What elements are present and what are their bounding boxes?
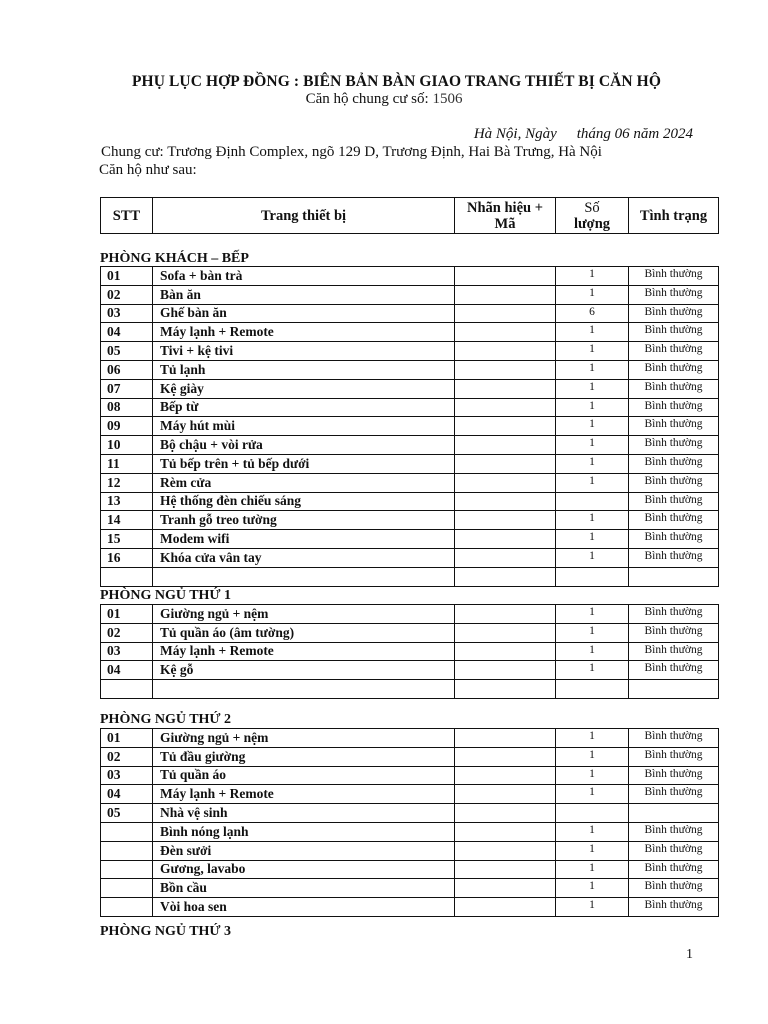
section-title: PHÒNG NGỦ THỨ 1 [100,588,232,603]
column-header-qty-line2: lượng [573,215,611,232]
row-brand [455,642,556,661]
row-brand [455,323,556,342]
row-stt: 09 [101,417,153,436]
row-stt: 04 [101,323,153,342]
apartment-label: Căn hộ chung cư số: [305,91,429,107]
row-brand [455,879,556,898]
row-stt: 07 [101,379,153,398]
column-header-brand-line2: Mã [494,215,516,232]
row-stt: 10 [101,436,153,455]
table-row [101,417,719,436]
table-row [101,360,719,379]
row-quantity: 1 [556,605,629,624]
row-item-name [153,567,455,586]
table-row [101,530,719,549]
row-brand [455,398,556,417]
row-brand [455,511,556,530]
row-stt: 02 [101,623,153,642]
row-status: Bình thường [629,436,719,455]
table-row [101,680,719,699]
row-item-name: Tủ quần áo (âm tường) [153,623,455,642]
row-brand [455,379,556,398]
row-item-name [153,680,455,699]
row-quantity: 1 [556,766,629,785]
row-status: Bình thường [629,898,719,917]
row-stt: 05 [101,342,153,361]
row-quantity: 1 [556,454,629,473]
row-brand [455,605,556,624]
row-stt: 04 [101,661,153,680]
row-stt: 11 [101,454,153,473]
row-item-name: Giường ngủ + nệm [153,729,455,748]
row-quantity: 1 [556,898,629,917]
row-brand [455,267,556,286]
column-header-brand-line1: Nhãn hiệu + [467,199,543,216]
row-status: Bình thường [629,398,719,417]
row-status: Bình thường [629,267,719,286]
row-item-name: Giường ngủ + nệm [153,605,455,624]
table-row [101,492,719,511]
table-row [101,511,719,530]
row-quantity [556,567,629,586]
row-item-name: Rèm cửa [153,473,455,492]
row-stt [101,567,153,586]
row-brand [455,680,556,699]
table-row [101,785,719,804]
table-row [101,267,719,286]
row-brand [455,530,556,549]
row-item-name: Modem wifi [153,530,455,549]
row-status: Bình thường [629,785,719,804]
row-status: Bình thường [629,879,719,898]
section-title: PHÒNG KHÁCH – BẾP [100,251,249,266]
equipment-table [100,266,719,587]
row-status: Bình thường [629,530,719,549]
table-row [101,379,719,398]
row-status: Bình thường [629,860,719,879]
table-row [101,567,719,586]
row-item-name: Tivi + kệ tivi [153,342,455,361]
row-quantity: 1 [556,473,629,492]
row-status: Bình thường [629,822,719,841]
row-item-name: Bồn cầu [153,879,455,898]
row-status: Bình thường [629,492,719,511]
row-brand [455,766,556,785]
row-status: Bình thường [629,473,719,492]
column-header-status: Tình trạng [629,198,719,234]
row-status: Bình thường [629,661,719,680]
row-quantity [556,680,629,699]
table-row [101,860,719,879]
row-quantity: 1 [556,285,629,304]
row-quantity: 1 [556,785,629,804]
row-quantity: 1 [556,267,629,286]
row-brand [455,417,556,436]
row-stt: 16 [101,548,153,567]
row-item-name: Bếp từ [153,398,455,417]
row-quantity [556,804,629,823]
row-status: Bình thường [629,841,719,860]
row-stt [101,898,153,917]
date-line [474,126,693,143]
row-stt [101,841,153,860]
table-row [101,661,719,680]
date-prefix: Hà Nội, Ngày [473,126,557,142]
row-stt: 03 [101,766,153,785]
table-row [101,454,719,473]
row-stt: 15 [101,530,153,549]
row-brand [455,898,556,917]
column-header-qty [556,198,629,234]
document-title: PHỤ LỤC HỢP ĐỒNG : BIÊN BẢN BÀN GIAO TRANG THIẾT BỊ CĂN HỘ [131,73,661,90]
row-item-name: Nhà vệ sinh [153,804,455,823]
table-row [101,747,719,766]
row-brand [455,436,556,455]
row-status: Bình thường [629,642,719,661]
row-status: Bình thường [629,285,719,304]
row-status [629,804,719,823]
table-row [101,804,719,823]
table-row [101,879,719,898]
row-brand [455,822,556,841]
row-brand [455,548,556,567]
row-status: Bình thường [629,417,719,436]
row-stt: 02 [101,285,153,304]
row-quantity [556,492,629,511]
row-status: Bình thường [629,747,719,766]
row-item-name: Khóa cửa vân tay [153,548,455,567]
table-row [101,473,719,492]
row-status [629,680,719,699]
row-item-name: Tủ bếp trên + tủ bếp dưới [153,454,455,473]
table-row [101,822,719,841]
page-number: 1 [686,947,693,962]
row-item-name: Đèn sưởi [153,841,455,860]
row-status: Bình thường [629,360,719,379]
building-address: Chung cư: Trương Định Complex, ngõ 129 D, Trương Định, Hai Bà Trưng, Hà Nội [101,144,602,160]
row-stt: 03 [101,642,153,661]
row-stt: 12 [101,473,153,492]
row-quantity: 1 [556,747,629,766]
column-header-qty-line1: Số [584,199,600,216]
column-header-table [100,197,719,234]
row-stt [101,680,153,699]
row-item-name: Tủ đầu giường [153,747,455,766]
row-quantity: 6 [556,304,629,323]
row-item-name: Sofa + bàn trà [153,267,455,286]
row-stt: 05 [101,804,153,823]
row-item-name: Bàn ăn [153,285,455,304]
row-brand [455,623,556,642]
row-item-name: Bộ chậu + vòi rửa [153,436,455,455]
row-brand [455,661,556,680]
intro-text: Căn hộ như sau: [99,162,197,178]
table-row [101,323,719,342]
row-quantity: 1 [556,879,629,898]
row-quantity: 1 [556,379,629,398]
apartment-line [0,91,768,108]
row-status: Bình thường [629,605,719,624]
row-quantity: 1 [556,360,629,379]
row-brand [455,804,556,823]
table-row [101,398,719,417]
row-status: Bình thường [629,304,719,323]
row-item-name: Kệ gỗ [153,661,455,680]
row-status: Bình thường [629,342,719,361]
equipment-table [100,604,719,699]
row-brand [455,360,556,379]
table-row [101,841,719,860]
row-item-name: Máy hút mùi [153,417,455,436]
column-header-item: Trang thiết bị [153,198,455,234]
row-quantity: 1 [556,436,629,455]
row-brand [455,454,556,473]
row-item-name: Bình nóng lạnh [153,822,455,841]
row-status: Bình thường [629,511,719,530]
row-item-name: Gương, lavabo [153,860,455,879]
row-item-name: Vòi hoa sen [153,898,455,917]
row-status: Bình thường [629,379,719,398]
row-status: Bình thường [629,323,719,342]
row-stt: 04 [101,785,153,804]
row-item-name: Tranh gỗ treo tường [153,511,455,530]
row-brand [455,785,556,804]
row-stt: 14 [101,511,153,530]
row-stt: 01 [101,605,153,624]
row-brand [455,860,556,879]
row-quantity: 1 [556,860,629,879]
row-status: Bình thường [629,766,719,785]
table-row [101,898,719,917]
row-brand [455,304,556,323]
row-quantity: 1 [556,511,629,530]
table-row [101,342,719,361]
table-row [101,304,719,323]
row-brand [455,567,556,586]
row-quantity: 1 [556,323,629,342]
equipment-table [100,728,719,917]
row-stt [101,879,153,898]
row-stt: 08 [101,398,153,417]
table-row [101,548,719,567]
table-row [101,729,719,748]
section-title: PHÒNG NGỦ THỨ 2 [100,712,232,727]
row-stt [101,822,153,841]
row-brand [455,729,556,748]
column-header-stt: STT [101,198,153,234]
row-quantity: 1 [556,548,629,567]
row-brand [455,841,556,860]
row-item-name: Máy lạnh + Remote [153,642,455,661]
table-row [101,436,719,455]
row-status [629,567,719,586]
apartment-number: 1506 [432,91,463,107]
row-stt: 02 [101,747,153,766]
table-row [101,605,719,624]
row-item-name: Tủ lạnh [153,360,455,379]
column-header-row [101,198,719,234]
row-item-name: Hệ thống đèn chiếu sáng [153,492,455,511]
row-stt: 03 [101,304,153,323]
row-item-name: Kệ giày [153,379,455,398]
row-item-name: Ghế bàn ăn [153,304,455,323]
row-stt: 06 [101,360,153,379]
section-title: PHÒNG NGỦ THỨ 3 [100,924,232,939]
row-status: Bình thường [629,729,719,748]
row-quantity: 1 [556,342,629,361]
row-quantity: 1 [556,398,629,417]
row-quantity: 1 [556,530,629,549]
row-status: Bình thường [629,623,719,642]
row-item-name: Máy lạnh + Remote [153,323,455,342]
date-suffix: tháng 06 năm 2024 [576,126,693,142]
row-quantity: 1 [556,623,629,642]
row-brand [455,342,556,361]
row-stt: 13 [101,492,153,511]
row-brand [455,492,556,511]
row-quantity: 1 [556,417,629,436]
row-item-name: Máy lạnh + Remote [153,785,455,804]
table-row [101,623,719,642]
row-quantity: 1 [556,822,629,841]
table-row [101,642,719,661]
row-quantity: 1 [556,642,629,661]
column-header-brand [455,198,556,234]
row-brand [455,473,556,492]
row-quantity: 1 [556,661,629,680]
row-stt: 01 [101,729,153,748]
row-status: Bình thường [629,548,719,567]
row-status: Bình thường [629,454,719,473]
table-row [101,285,719,304]
table-row [101,766,719,785]
row-brand [455,747,556,766]
row-brand [455,285,556,304]
row-item-name: Tủ quần áo [153,766,455,785]
row-quantity: 1 [556,729,629,748]
row-stt: 01 [101,267,153,286]
row-quantity: 1 [556,841,629,860]
row-stt [101,860,153,879]
